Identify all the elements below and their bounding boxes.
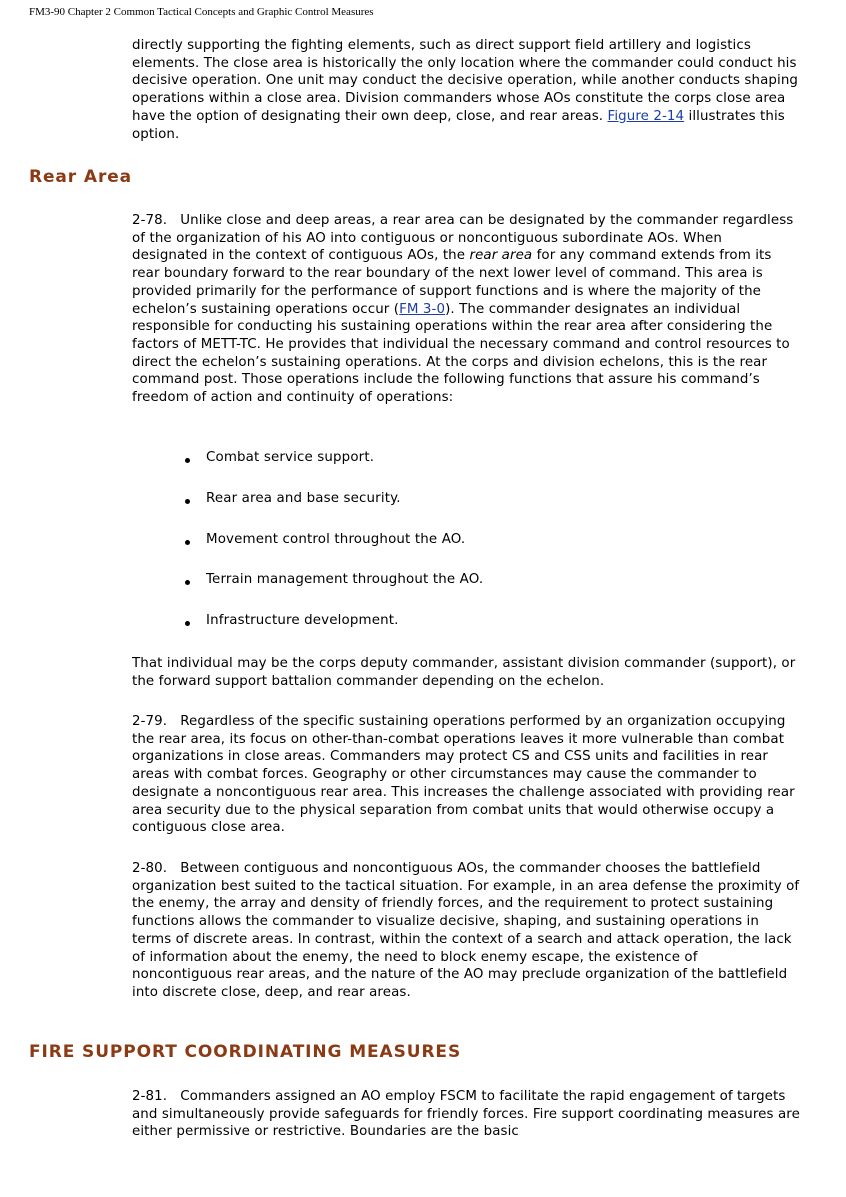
fscm-heading: FIRE SUPPORT COORDINATING MEASURES <box>29 1042 462 1062</box>
bullet-text: Terrain management throughout the AO. <box>206 572 484 587</box>
rear-area-term: rear area <box>469 248 533 264</box>
bullet-dot <box>185 621 190 626</box>
bullet-dot <box>185 580 190 585</box>
paragraph-number: 2-80. <box>132 861 168 876</box>
fm-3-0-link[interactable]: FM 3-0 <box>399 301 446 317</box>
paragraph-text: Regardless of the specific sustaining operations performed by an organization occupying the rear area, its focus on other-than-combat operations leaves it more vulnerable than combat organizations in close areas. Commanders may protect CS and CSS units and facilities in rear areas with combat forces. Geography or other circumstances may cause the commander to designate a noncontiguous rear area. This increases the challenge associated with providing rear area security due to the physical separation from combat units that would otherwise occupy a contiguous close area. <box>132 714 795 836</box>
intro-text-end: illustrates this option. <box>132 108 785 142</box>
after-bullets-paragraph: That individual may be the corps deputy commander, assistant division commander (support), or the forward support battalion commander depending on the echelon. <box>132 656 796 689</box>
intro-text: directly supporting the fighting elements, such as direct support field artillery and logistics elements. The close area is historically the only location where the commander could conduct his decisive operation. One unit may conduct the decisive operation, while another conducts shaping operations within a close area. Division commanders whose AOs constitute the corps close area have the option of designating their own deep, close, and rear areas. <box>132 38 799 124</box>
bullet-text: Movement control throughout the AO. <box>206 532 466 547</box>
intro-paragraph <box>132 37 800 143</box>
figure-2-14-link[interactable]: Figure 2-14 <box>607 108 685 124</box>
paragraph-number: 2-79. <box>132 714 168 729</box>
paragraph-text: ). The commander designates an individual responsible for conducting his sustaining operations within the rear area after considering the factors of METT-TC. He provides that individual the necessary command and control resources to direct the echelon’s sustaining operations. At the corps and division echelons, this is the rear command post. Those operations include the following functions that assure his command’s freedom of action and continuity of operations: <box>132 301 790 406</box>
bullet-text: Combat service support. <box>206 450 375 465</box>
paragraph-text: Between contiguous and noncontiguous AOs, the commander chooses the battlefield organization best suited to the tactical situation. For example, in an area defense the proximity of the enemy, the array and density of friendly forces, and the requirement to protect sustaining functions allows the commander to visualize decisive, shaping, and sustaining operations in terms of discrete areas. In contrast, within the context of a search and attack operation, the lack of information about the enemy, the need to block enemy escape, the existence of noncontiguous rear areas, and the nature of the AO may preclude organization of the battlefield into discrete close, deep, and rear areas. <box>132 861 800 1000</box>
paragraph-text: for any command extends from its rear boundary forward to the rear boundary of the next lower level of command. This area is provided primarily for the performance of support functions and is where the majority of the echelon’s sustaining operations occur ( <box>132 248 772 317</box>
paragraph-2-78 <box>132 212 800 407</box>
paragraph-text: Unlike close and deep areas, a rear area can be designated by the commander regardless of the organization of his AO into contiguous or noncontiguous subordinate AOs. When designated in the context of contiguous AOs, the <box>132 213 794 264</box>
bullet-text: Infrastructure development. <box>206 613 399 628</box>
paragraph-2-79 <box>132 713 800 837</box>
paragraph-2-80 <box>132 860 800 1002</box>
paragraph-text: Commanders assigned an AO employ FSCM to facilitate the rapid engagement of targets and simultaneously provide safeguards for friendly forces. Fire support coordinating measures are either permissive or restrictive. Boundaries are the basic <box>132 1089 800 1140</box>
paragraph-2-81 <box>132 1088 800 1141</box>
page-header: FM3-90 Chapter 2 Common Tactical Concepts and Graphic Control Measures <box>29 6 374 18</box>
paragraph-number: 2-81. <box>132 1089 168 1104</box>
bullet-dot <box>185 499 190 504</box>
rear-area-heading: Rear Area <box>29 167 133 187</box>
bullet-dot <box>185 458 190 463</box>
paragraph-number: 2-78. <box>132 213 168 228</box>
bullet-dot <box>185 540 190 545</box>
bullet-text: Rear area and base security. <box>206 491 401 506</box>
